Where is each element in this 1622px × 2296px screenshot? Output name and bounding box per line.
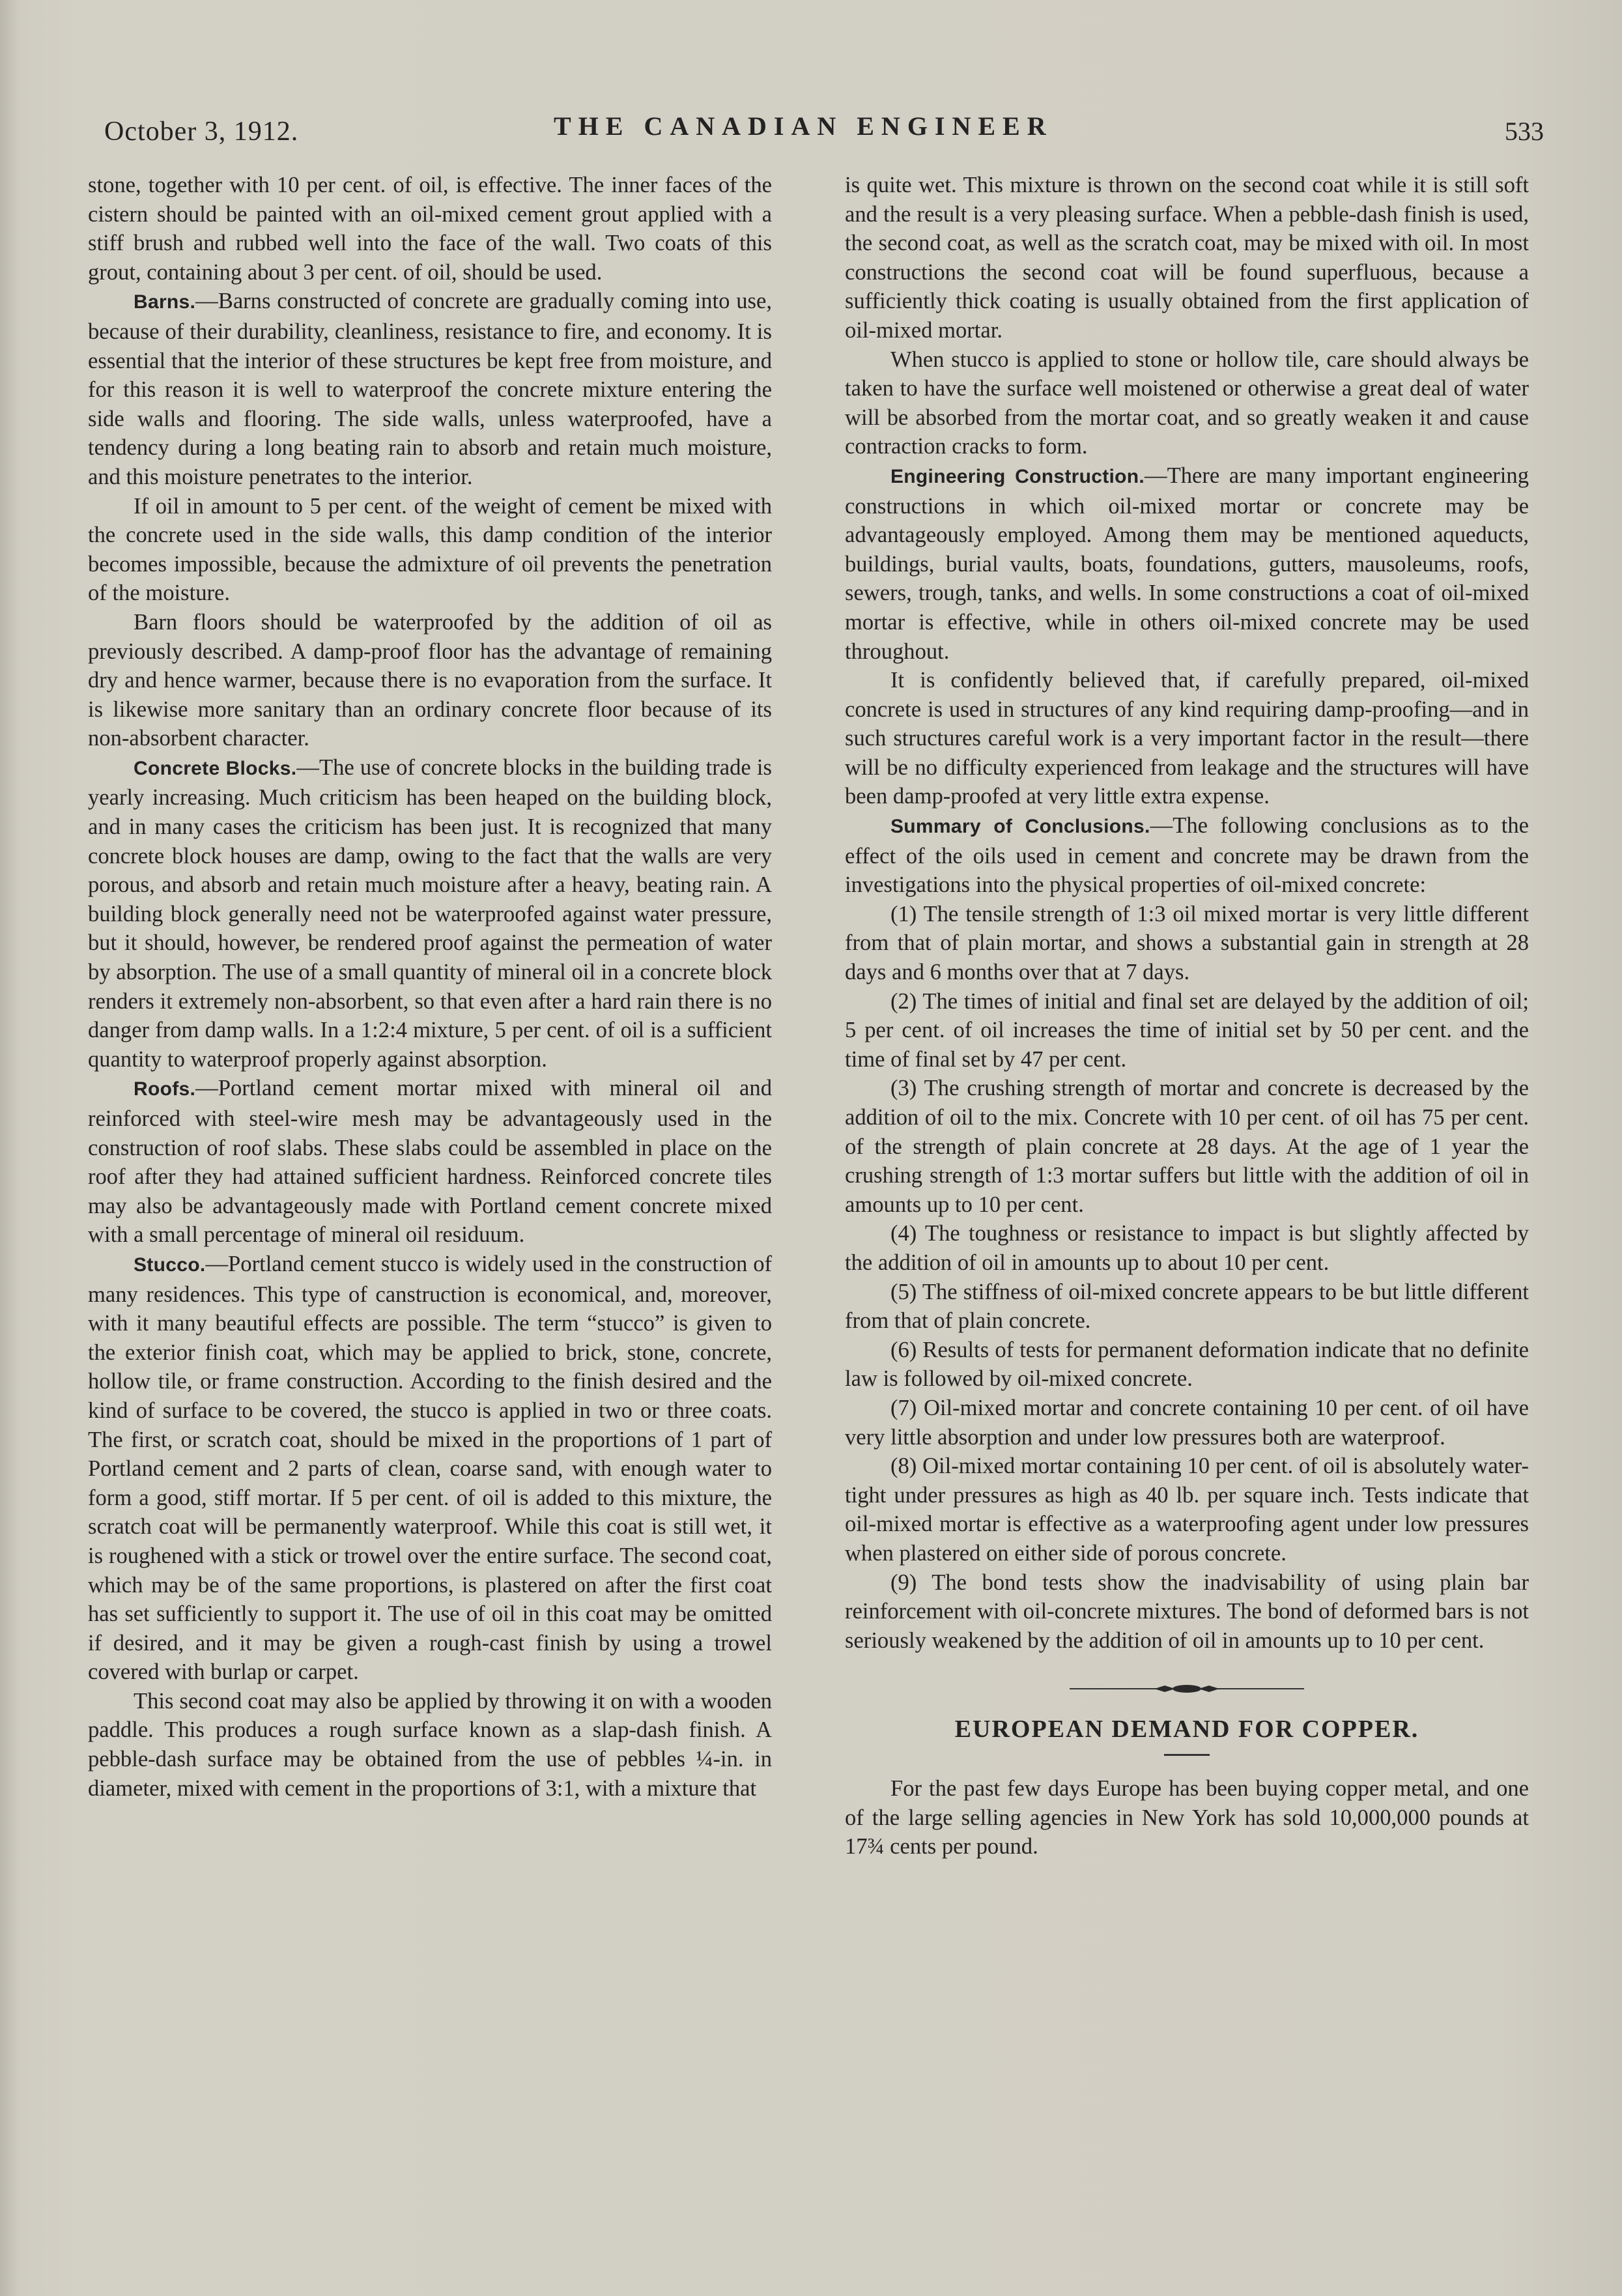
paragraph-text: —Barns constructed of concrete are gradually coming into use, because of their durability, cleanliness, resistance to fire, and economy. It is essential that the interior of these structures be kept free from moisture, and for this reason it is well to waterproof the concrete mixture entering the side walls and flooring. The side walls, unless waterproofed, have a tendency during a long beating rain to absorb and retain much moisture, and this moisture penetrates to the interior. bbox=[88, 289, 772, 489]
paragraph-text: —There are many important engineering constructions in which oil-mixed mortar or concrete may be advantageously employed. Among them may be mentioned aqueducts, buildings, burial vaults, boats, foundations, gutters, mausoleums, roofs, sewers, trough, tanks, and wells. In some constructions a coat of oil-mixed mortar is effective, while in others oil-mixed concrete may be used throughout. bbox=[845, 463, 1529, 664]
conclusion-item: (1) The tensile strength of 1:3 oil mixed mortar is very little different from that of plain mortar, and shows a substantial gain in strength at 28 days and 6 months over that at 7 days. bbox=[845, 901, 1529, 985]
conclusion-item: (6) Results of tests for permanent deformation indicate that no definite law is followed by oil-mixed concrete. bbox=[845, 1337, 1529, 1392]
running-header bbox=[104, 111, 1544, 156]
paragraph: For the past few days Europe has been buying copper metal, and one of the large selling agencies in New York has sold 10,000,000 pounds at 17¾ cents per pound. bbox=[845, 1776, 1529, 1859]
paragraph-engineering-construction bbox=[845, 461, 1529, 666]
journal-title: THE CANADIAN ENGINEER bbox=[554, 111, 1053, 141]
ornamental-divider bbox=[845, 1671, 1529, 1707]
ornament-rule-icon bbox=[1070, 1682, 1304, 1695]
left-column bbox=[88, 171, 772, 1803]
paragraph-text: —Portland cement stucco is widely used in the construction of many residences. This type of canstruction is economical, and, moreover, with it many beautiful effects are possible. The term “stucco” is given to the exterior finish coat, which may be applied to brick, stone, concrete, hollow tile, or frame construction. According to the finish desired and the kind of surface to be covered, the stucco is applied in two or three coats. The first, or scratch coat, should be mixed in the proportions of 1 part of Portland cement and 2 parts of clean, coarse sand, with enough water to form a good, stiff mortar. If 5 per cent. of oil is added to this mixture, the scratch coat will be permanently waterproof. While this coat is still wet, it is roughened with a stick or trowel over the entire surface. The second coat, which may be of the same proportions, is plastered on after the first coat has set sufficiently to support it. The use of oil in this coat may be omitted if desired, and it may be given a rough-cast finish by using a trowel covered with burlap or carpet. bbox=[88, 1251, 772, 1685]
paragraph: It is confidently believed that, if carefully prepared, oil-mixed concrete is used in structures of any kind requiring damp-proofing—and in such structures careful work is a very important factor in the result—there will be no difficulty experienced from leakage and the structures will have been damp-proofed at very little extra expense. bbox=[845, 668, 1529, 809]
paragraph: When stucco is applied to stone or hollow tile, care should always be taken to have the surface well moistened or otherwise a great deal of water will be absorbed from the mortar coat, and so greatly weaken it and cause contraction cracks to form. bbox=[845, 347, 1529, 459]
paragraph: If oil in amount to 5 per cent. of the weight of cement be mixed with the concrete used in the side walls, this damp condition of the interior becomes impossible, because the admixture of oil prevents the penetration of the moisture. bbox=[88, 493, 772, 606]
conclusion-item: (4) The toughness or resistance to impact is but slightly affected by the addition of oil in amounts up to about 10 per cent. bbox=[845, 1221, 1529, 1275]
paragraph: stone, together with 10 per cent. of oil, is effective. The inner faces of the cistern should be painted with an oil-mixed cement grout applied with a stiff brush and rubbed well into the face of the wall. Two coats of this grout, containing about 3 per cent. of oil, should be used. bbox=[88, 173, 772, 285]
paragraph-summary bbox=[845, 811, 1529, 900]
section-heading-roofs: Roofs. bbox=[134, 1078, 196, 1100]
article-title-copper: EUROPEAN DEMAND FOR COPPER. bbox=[954, 1715, 1419, 1744]
paragraph-text: —The use of concrete blocks in the building trade is yearly increasing. Much criticism has been heaped on the building block, and in many cases the criticism has been just. It is recognized that many concrete block houses are damp, owing to the fact that the walls are very porous, and absorb and retain much moisture after a heavy, beating rain. A building block generally need not be waterproofed against water pressure, but it should, however, be rendered proof against the permeation of water by absorption. The use of a small quantity of mineral oil in a concrete block renders it extremely non-absorbent, so that even after a hard rain there is no danger from damp walls. In a 1:2:4 mixture, 5 per cent. of oil is a sufficient quantity to waterproof properly against absorption. bbox=[88, 754, 772, 1072]
conclusion-item: (3) The crushing strength of mortar and concrete is decreased by the addition of oil to the mix. Concrete with 10 per cent. of oil has 75 per cent. of the strength of plain concrete at 28 days. At the age of 1 year the crushing strength of 1:3 mortar suffers but little with the addition of oil in amounts up to 10 per cent. bbox=[845, 1076, 1529, 1217]
paragraph-text: —Portland cement mortar mixed with mineral oil and reinforced with steel-wire mesh may be advantageously used in the construction of roof slabs. These slabs could be assembled in place on the roof after they had attained sufficient hardness. Reinforced concrete tiles may also be advantageously made with Portland cement concrete mixed with a small percentage of mineral oil residuum. bbox=[88, 1076, 772, 1248]
page-number: 533 bbox=[1505, 117, 1544, 146]
section-heading-summary: Summary of Conclusions. bbox=[890, 816, 1150, 838]
section-heading-engineering-construction: Engineering Construction. bbox=[890, 465, 1145, 487]
section-heading-concrete-blocks: Concrete Blocks. bbox=[134, 757, 297, 779]
conclusion-item: (2) The times of initial and final set are delayed by the addition of oil; 5 per cent. of oil increases the time of initial set by 50 per cent. and the time of final set by 47 per cent. bbox=[845, 988, 1529, 1072]
paragraph: is quite wet. This mixture is thrown on the second coat while it is still soft and the result is a very pleasing surface. When a pebble-dash finish is used, the second coat, as well as the scratch coat, may be mixed with oil. In most constructions the second coat will be found superfluous, because a sufficiently thick coating is usually obtained from the first application of oil-mixed mortar. bbox=[845, 173, 1529, 343]
right-column bbox=[845, 171, 1529, 1861]
conclusion-item: (7) Oil-mixed mortar and concrete containing 10 per cent. of oil have very little absorption and under low pressures both are waterproof. bbox=[845, 1395, 1529, 1450]
conclusion-item: (9) The bond tests show the inadvisability of using plain bar reinforcement with oil-concrete mixtures. The bond of deformed bars is not seriously weakened by the addition of oil in amounts up to 10 per cent. bbox=[845, 1570, 1529, 1653]
issue-date: October 3, 1912. bbox=[104, 117, 299, 147]
paragraph-roofs bbox=[88, 1074, 772, 1250]
title-rule bbox=[1164, 1754, 1210, 1756]
conclusion-item: (8) Oil-mixed mortar containing 10 per cent. of oil is absolutely water-tight under pressures as high as 40 lb. per square inch. Tests indicate that oil-mixed mortar is effective as a waterproofing agent under low pressures when plastered on either side of porous concrete. bbox=[845, 1454, 1529, 1566]
paragraph: This second coat may also be applied by throwing it on with a wooden paddle. This produces a rough surface known as a slap-dash finish. A pebble-dash surface may be obtained from the use of pebbles ¼-in. in diameter, mixed with cement in the proportions of 3:1, with a mixture that bbox=[88, 1688, 772, 1801]
section-heading-stucco: Stucco. bbox=[134, 1254, 206, 1276]
paragraph-stucco bbox=[88, 1250, 772, 1687]
paragraph-concrete-blocks bbox=[88, 753, 772, 1074]
paragraph-barns bbox=[88, 287, 772, 491]
conclusion-item: (5) The stiffness of oil-mixed concrete appears to be but little different from that of plain concrete. bbox=[845, 1279, 1529, 1334]
paragraph-text: —The following conclusions as to the effect of the oils used in cement and concrete may be drawn from the investigations into the physical properties of oil-mixed concrete: bbox=[845, 813, 1529, 898]
paragraph: Barn floors should be waterproofed by the addition of oil as previously described. A damp-proof floor has the advantage of remaining dry and hence warmer, because there is no evaporation from the surface. It is likewise more sanitary than an ordinary concrete floor because of its non-absorbent character. bbox=[88, 609, 772, 751]
section-heading-barns: Barns. bbox=[134, 291, 196, 313]
